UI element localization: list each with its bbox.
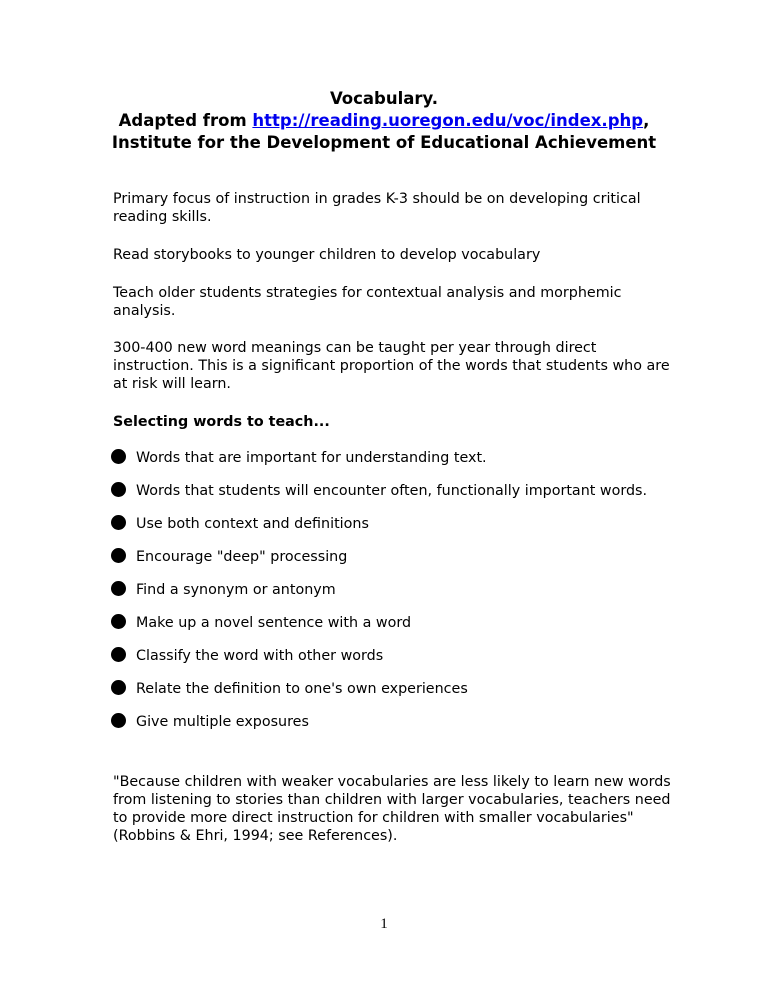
list-item-text: Relate the definition to one's own experiences	[136, 681, 468, 697]
list-item-text: Give multiple exposures	[136, 714, 309, 730]
bullet-icon	[111, 581, 126, 596]
page-number: 1	[380, 916, 388, 932]
paragraph-teach-older-students: Teach older students strategies for contextual analysis and morphemic analysis.	[113, 285, 622, 319]
list-item	[111, 449, 681, 482]
title-comma: ,	[643, 111, 650, 130]
list-item-text: Classify the word with other words	[136, 648, 384, 664]
bullet-icon	[111, 680, 126, 695]
list-item-text: Find a synonym or antonym	[136, 582, 336, 598]
list-item-text: Words that are important for understanding text.	[136, 450, 487, 466]
section-heading-selecting-words: Selecting words to teach...	[113, 414, 330, 430]
list-item	[111, 548, 681, 581]
list-item	[111, 713, 681, 746]
source-link[interactable]: http://reading.uoregon.edu/voc/index.php	[252, 111, 644, 130]
list-item	[111, 647, 681, 680]
list-item	[111, 515, 681, 548]
bullet-list	[111, 449, 681, 746]
list-item-text: Use both context and definitions	[136, 516, 369, 532]
paragraph-word-meanings: 300-400 new word meanings can be taught per year through direct instruction. This is a significant proportion of the words that students who are at risk will learn.	[113, 340, 670, 392]
list-item-text: Make up a novel sentence with a word	[136, 615, 412, 631]
title-adapted-prefix: Adapted from	[118, 111, 253, 130]
list-item	[111, 614, 681, 647]
bullet-icon	[111, 647, 126, 662]
list-item	[111, 680, 681, 713]
list-item-text: Words that students will encounter often, functionally important words.	[136, 483, 648, 499]
document-title	[0, 88, 768, 154]
bullet-icon	[111, 548, 126, 563]
list-item	[111, 482, 681, 515]
list-item-text: Encourage "deep" processing	[136, 549, 348, 565]
bullet-icon	[111, 515, 126, 530]
paragraph-primary-focus: Primary focus of instruction in grades K-3 should be on developing critical reading skills.	[113, 191, 641, 225]
paragraph-read-storybooks: Read storybooks to younger children to develop vocabulary	[113, 247, 541, 263]
bullet-icon	[111, 713, 126, 728]
bullet-icon	[111, 449, 126, 464]
list-item	[111, 581, 681, 614]
title-line-2	[0, 110, 768, 132]
bullet-icon	[111, 482, 126, 497]
title-line-1: Vocabulary.	[329, 89, 439, 108]
paragraph-quote: "Because children with weaker vocabularies are less likely to learn new words from listening to stories than children with larger vocabularies, teachers need to provide more direct instruction for children with smaller vocabularies" (Robbins & Ehri, 1994; see References).	[113, 774, 671, 844]
bullet-icon	[111, 614, 126, 629]
title-line-3: Institute for the Development of Educational Achievement	[111, 133, 657, 152]
